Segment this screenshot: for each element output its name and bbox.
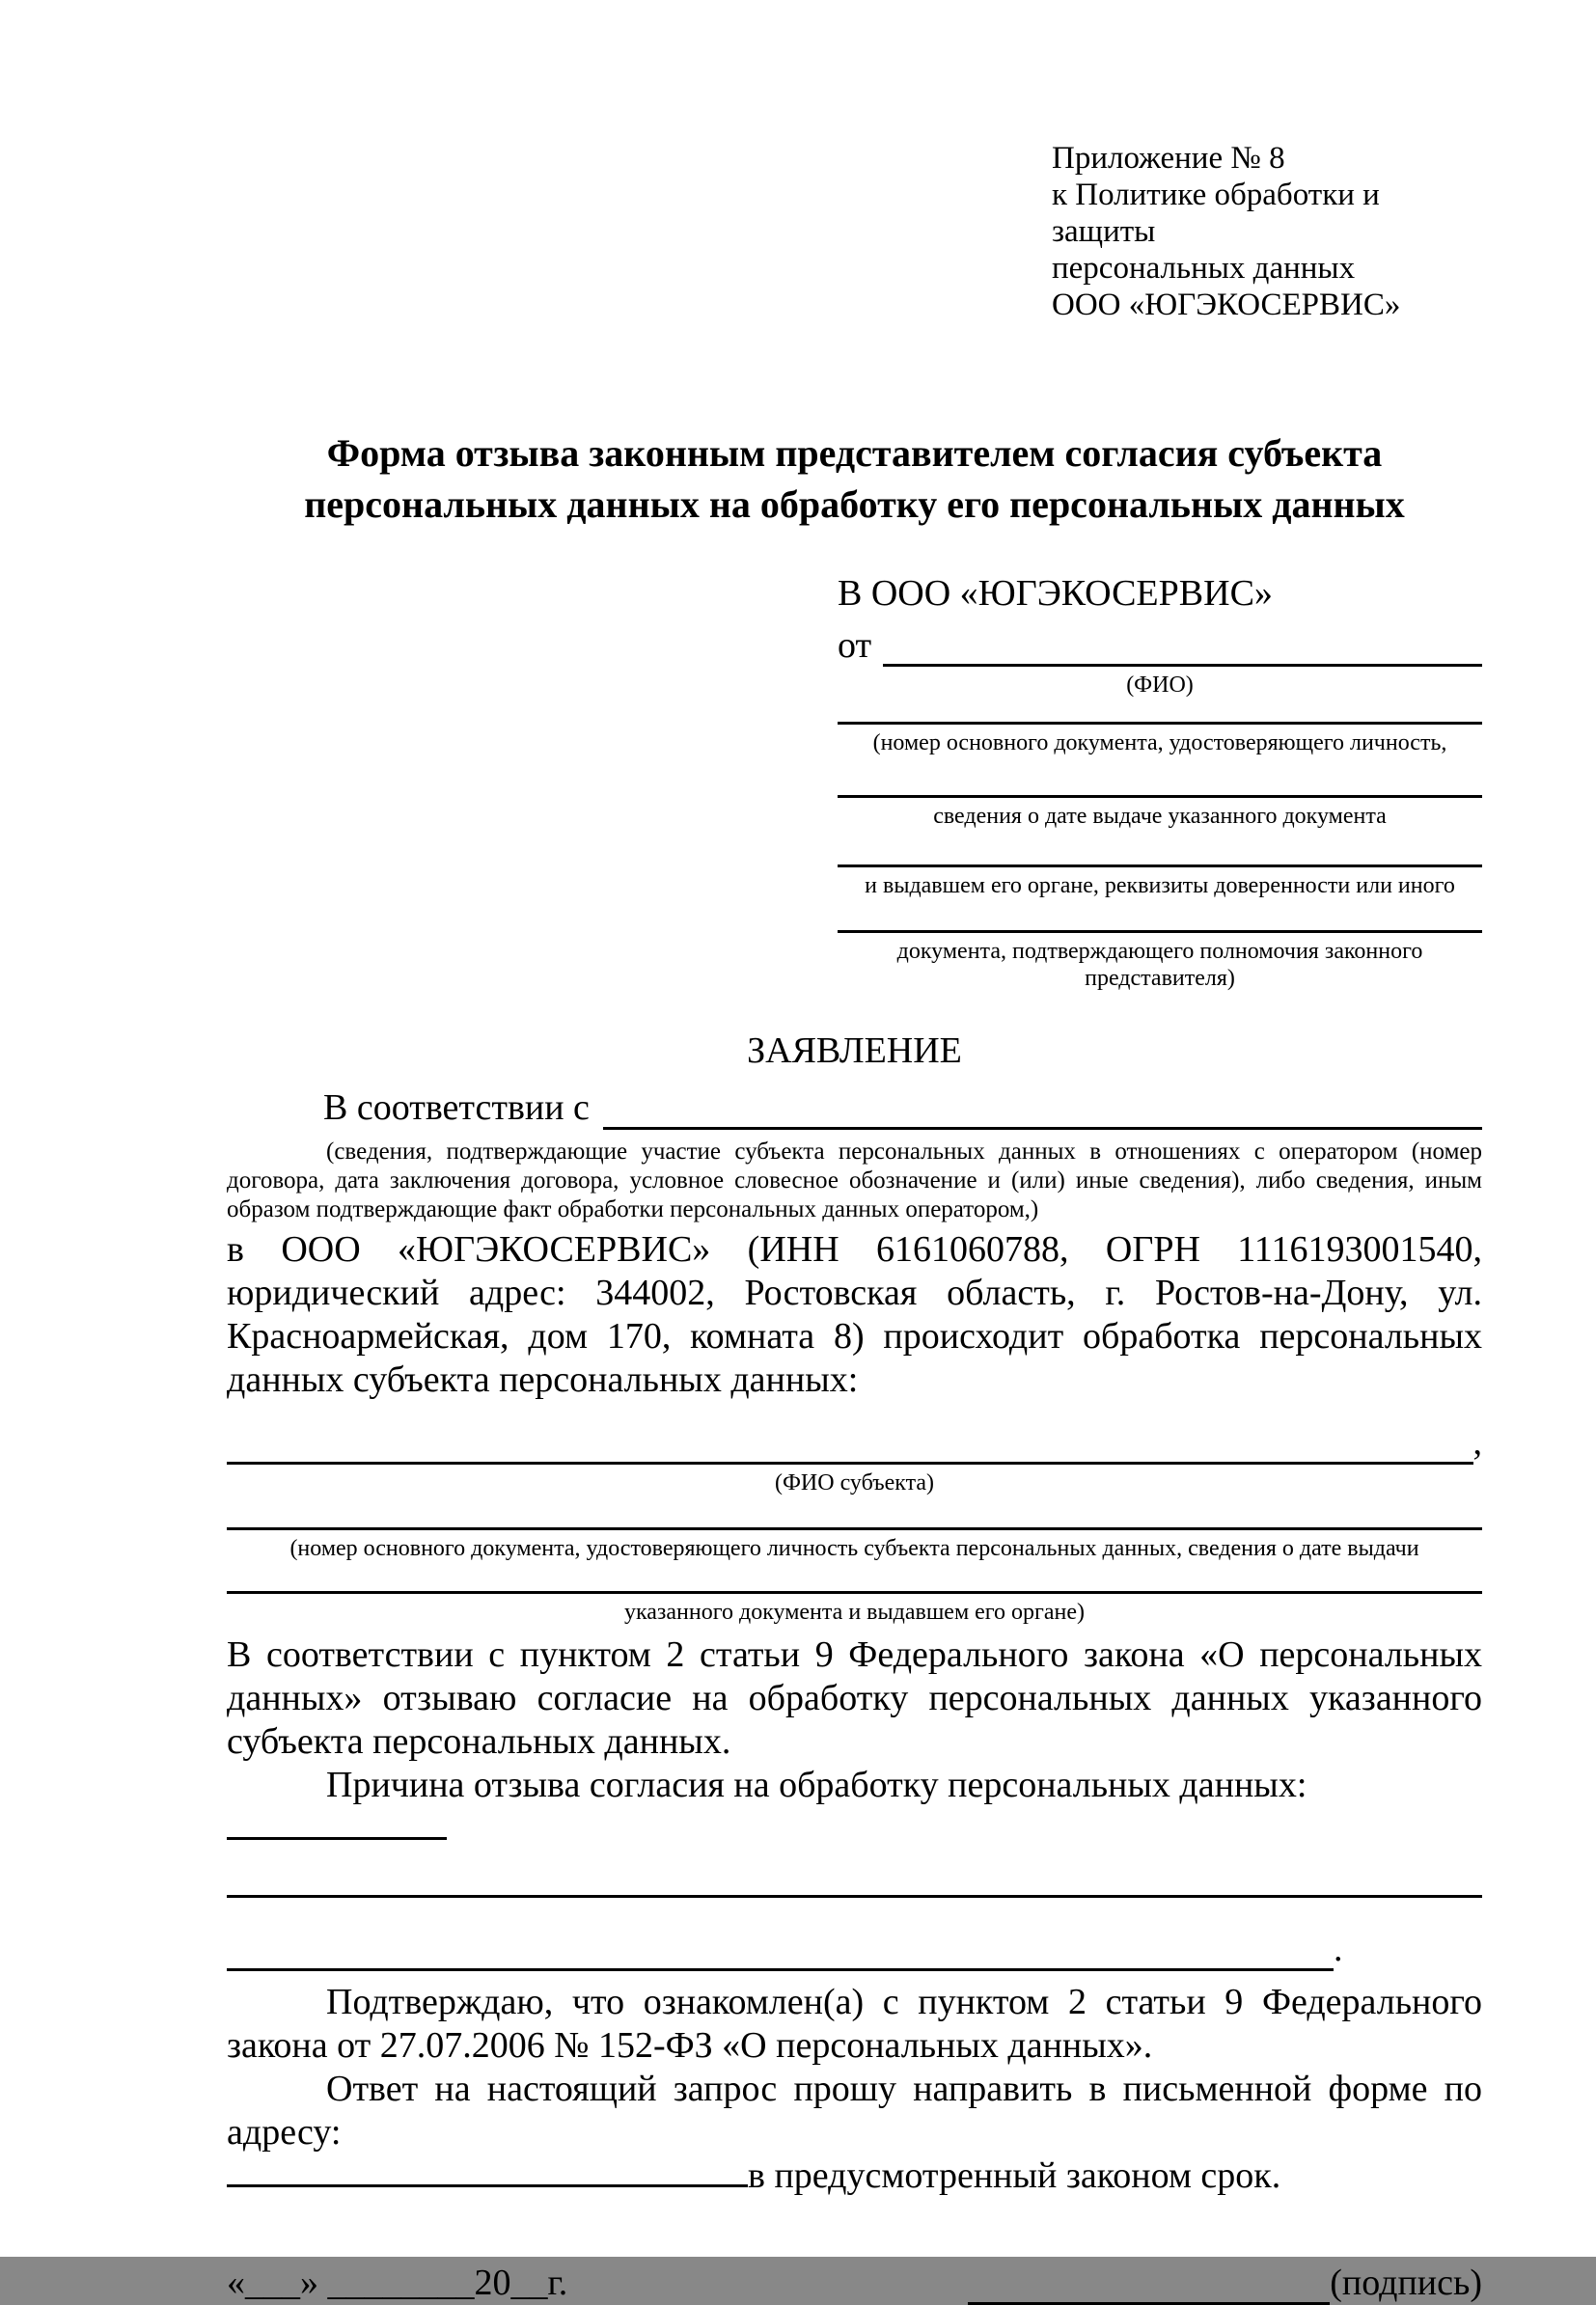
appendix-line: к Политике обработки и защиты [1052, 178, 1380, 249]
subject-doc-caption: (номер основного документа, удостоверяющего личность субъекта персональных данных, сведения о дате выдачи [289, 1536, 1419, 1561]
withdrawal-paragraph: В соответствии с пунктом 2 статьи 9 Федерального закона «О персональных данных» отзываю согласие на обработку персональных данных указанного субъекта персональных данных. [227, 1634, 1482, 1762]
reply-suffix: в предусмотренный законом срок. [748, 2155, 1281, 2196]
subject-fio-caption: (ФИО субъекта) [774, 1470, 935, 1496]
subject-line-comma: , [1472, 1422, 1482, 1463]
from-label: от [838, 625, 872, 666]
subject-doc-caption: указанного документа и выдавшем его органе) [623, 1600, 1086, 1625]
reply-address-row [227, 2154, 1482, 2198]
blank-line [838, 795, 1482, 798]
signature-block [968, 2262, 1482, 2305]
empty-blank-line [227, 1935, 1334, 1971]
date-blank-text: «___» ________20__г. [227, 2263, 568, 2303]
empty-blank-row [227, 1928, 1482, 1971]
subject-doc-blank-line [227, 1591, 1482, 1594]
confirmation-paragraph: Подтверждаю, что ознакомлен(а) с пунктом 2 статьи 9 Федерального закона от 27.07.2006 № 152-ФЗ «О персональных данных». [227, 1982, 1482, 2066]
subject-doc-group [227, 1527, 1482, 1562]
appendix-line: Приложение № 8 [1052, 141, 1285, 176]
appendix-line: персональных данных [1052, 251, 1356, 286]
blank-caption: сведения о дате выдаче указанного документа [933, 804, 1387, 829]
subject-doc-blank-line [227, 1527, 1482, 1530]
fine-print-note: (сведения, подтверждающие участие субъекта персональных данных в отношениях с оператором (номер договора, дата заключения договора, условное словесное обозначение и (или) иные сведения), либо сведения, иным образом подтверждающие факт обработки персональных данных оператором,) [227, 1139, 1482, 1222]
intro-blank-line [603, 1094, 1482, 1130]
subject-blank-line [227, 1429, 1473, 1465]
from-row [838, 624, 1482, 667]
addressee-block [838, 572, 1482, 992]
blank-caption: документа, подтверждающего полномочия законного представителя) [896, 939, 1423, 991]
reason-blank-line [227, 1808, 447, 1840]
signature-blank-line [968, 2269, 1330, 2305]
title-line-2: персональных данных на обработку его персональных данных [304, 482, 1405, 526]
appendix-block [1052, 140, 1482, 323]
blank-line [838, 930, 1482, 933]
blank-caption: и выдавшем его органе, реквизиты доверенности или иного [865, 873, 1455, 898]
reply-request-line: Ответ на настоящий запрос прошу направить в письменной форме по адресу: [227, 2069, 1482, 2153]
reason-row [227, 1764, 1482, 1851]
reason-prefix: Причина отзыва согласия на обработку персональных данных: [326, 1765, 1307, 1805]
blank-caption: (номер основного документа, удостоверяющего личность, [872, 730, 1447, 755]
blank-line [838, 722, 1482, 725]
from-blank-line [883, 631, 1482, 667]
blank-group [838, 864, 1482, 899]
fio-caption: (ФИО) [1126, 672, 1194, 698]
empty-blank-line [227, 1895, 1482, 1898]
blank-group [838, 795, 1482, 830]
empty-line-period: . [1334, 1929, 1343, 1969]
document-title [227, 427, 1482, 530]
signature-caption: (подпись) [1330, 2263, 1482, 2303]
intro-prefix: В соответствии с [323, 1087, 590, 1128]
blank-line [838, 864, 1482, 867]
footer-row [227, 2262, 1482, 2305]
operator-paragraph: в ООО «ЮГЭКОСЕРВИС» (ИНН 6161060788, ОГРН 1116193001540, юридический адрес: 344002, Ростовская область, г. Ростов-на-Дону, ул. Красноармейская, дом 170, комната 8) происходит обработка персональных данных субъекта персональных данных: [227, 1229, 1482, 1400]
appendix-line: ООО «ЮГЭКОСЕРВИС» [1052, 288, 1401, 322]
reply-address-blank-line [227, 2155, 748, 2187]
blank-group [838, 722, 1482, 756]
subject-blank-row [227, 1421, 1482, 1465]
addressee-to: В ООО «ЮГЭКОСЕРВИС» [838, 573, 1273, 614]
title-line-1: Форма отзыва законным представителем согласия субъекта [326, 431, 1383, 475]
blank-group [838, 930, 1482, 992]
subject-doc-group [227, 1591, 1482, 1626]
intro-row [227, 1086, 1482, 1130]
statement-heading: ЗАЯВЛЕНИЕ [747, 1030, 962, 1071]
